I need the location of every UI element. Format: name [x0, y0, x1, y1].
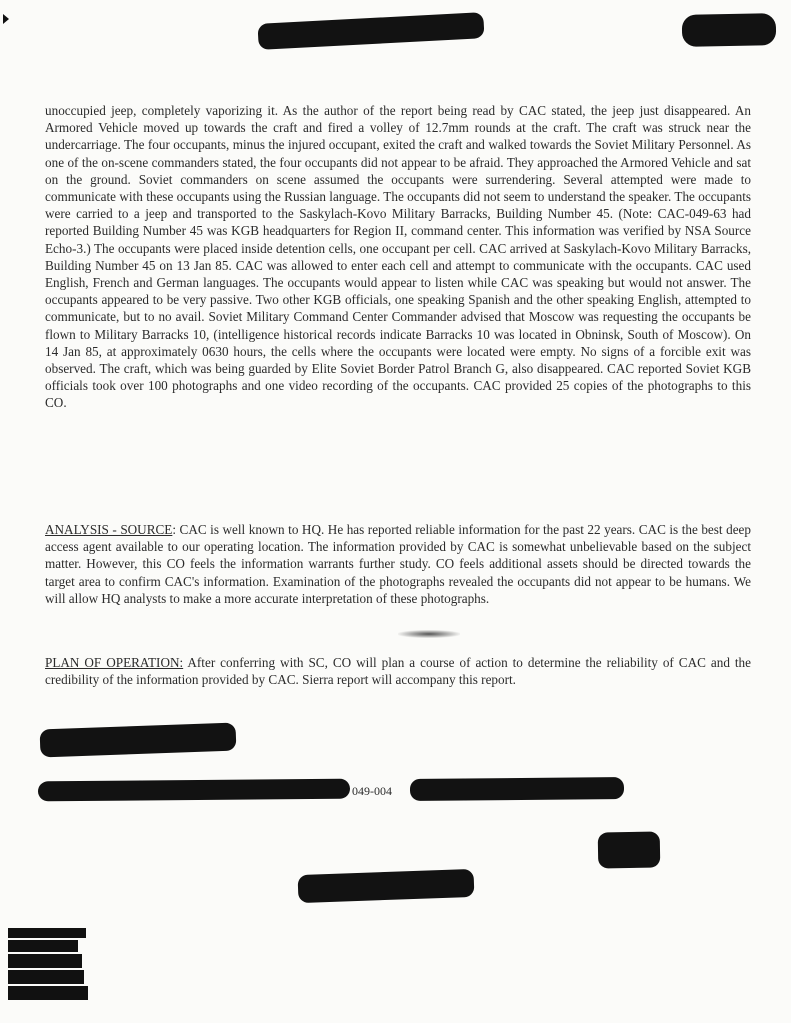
redaction-mid-right: [598, 831, 661, 868]
redaction-top-right: [682, 13, 777, 47]
analysis-heading: ANALYSIS - SOURCE: [45, 522, 173, 537]
redaction-reference-left: [38, 779, 350, 802]
analysis-source-section: [45, 521, 751, 607]
analysis-paragraph: [45, 521, 751, 607]
redaction-bottom-left: [8, 928, 88, 1000]
report-body-paragraph: [45, 102, 751, 412]
ink-smudge: [398, 630, 460, 638]
redaction-bottom-center: [298, 869, 475, 903]
plan-text: After conferring with SC, CO will plan a course of action to determine the reliability of CAC and the credibility of the information provided by CAC. Sierra report will accompany this report.: [45, 655, 751, 688]
plan-paragraph: [45, 654, 751, 688]
redaction-reference-right: [410, 777, 624, 801]
redaction-top-center: [257, 12, 484, 50]
plan-of-operation-section: [45, 654, 751, 688]
body-text: unoccupied jeep, completely vaporizing it. As the author of the report being read by CAC stated, the jeep just disappeared. An Armored Vehicle moved up towards the craft and fired a volley of 12.7mm rounds at the craft. The craft was struck near the undercarriage. The four occupants, minus the injured occupant, exited the craft and walked towards the Soviet Military Personnel. As one of the on-scene commanders stated, the four occupants did not appear to be afraid. They approached the Armored Vehicle and sat on the ground. Soviet commanders on scene assumed the occupants were surrendering. Several attempted were made to communicate with these occupants using the Russian language. The occupants did not seem to understand the speaker. The occupants were carried to a jeep and transported to the Saskylach-Kovo Military Barracks, Building Number 45. (Note: CAC-049-63 had reported Building Number 45 was KGB headquarters for Region II, command center. This information was verified by NSA Source Echo-3.) The occupants were placed inside detention cells, one occupant per cell. CAC arrived at Saskylach-Kovo Military Barracks, Building Number 45 on 13 Jan 85. CAC was allowed to enter each cell and attempt to communicate with the occupants. CAC used English, French and German languages. The occupants would appear to listen while CAC was speaking but would not answer. The occupants appeared to be very passive. Two other KGB officials, one speaking Spanish and the other speaking English, attempted to communicate, but to no avail. Soviet Military Command Center Commander advised that Moscow was requesting the occupants be flown to Military Barracks 10, (intelligence historical records indicate Barracks 10 was located in Obninsk, South of Moscow). On 14 Jan 85, at approximately 0630 hours, the cells where the occupants were located were empty. No signs of a forcible exit was observed. The craft, which was being guarded by Elite Soviet Border Patrol Branch G, also disappeared. CAC reported Soviet KGB officials took over 100 photographs and one video recording of the occupants. CAC provided 25 copies of the photographs to this CO.: [45, 103, 751, 411]
analysis-text: : CAC is well known to HQ. He has reported reliable information for the past 22 years. CAC is the best deep access agent available to our operating location. The information provided by CAC is somewhat unbelievable based on the subject matter. However, this CO feels the information warrants further study. CO feels additional assets should be directed towards the target area to confirm CAC's information. Examination of the photographs revealed the occupants did not appear to be humans. We will allow HQ analysts to make a more accurate interpretation of these photographs.: [45, 522, 751, 606]
reference-number: 049-004: [352, 784, 392, 798]
page-marker: [3, 14, 9, 24]
redaction-signature: [40, 723, 237, 758]
plan-heading: PLAN OF OPERATION:: [45, 655, 184, 670]
